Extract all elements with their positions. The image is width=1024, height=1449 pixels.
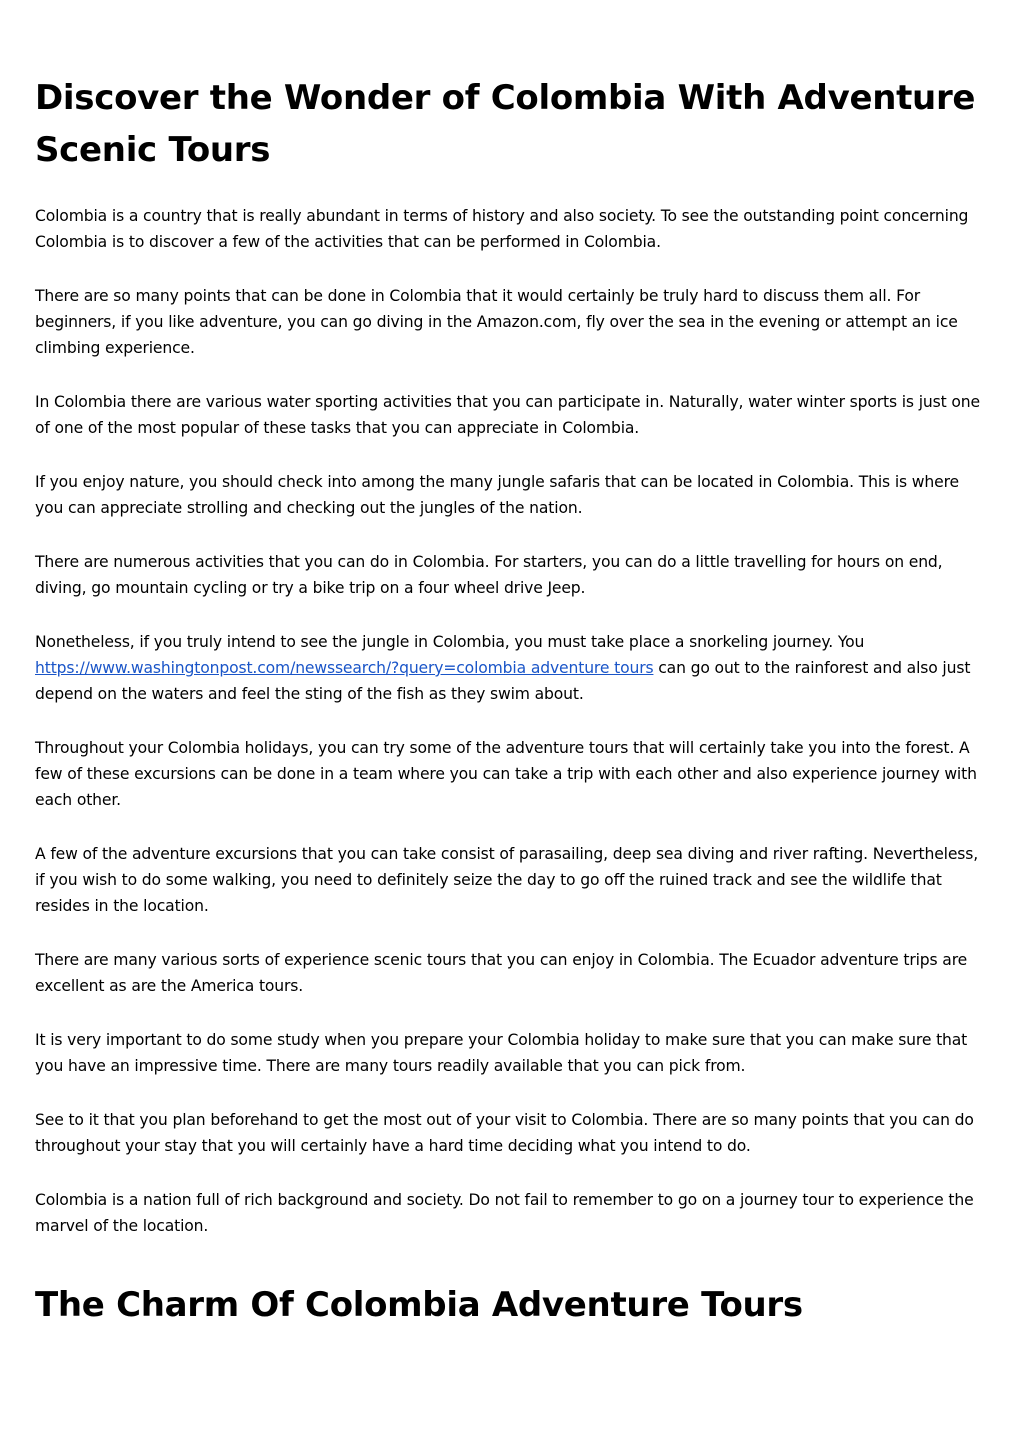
article-body	[35, 203, 987, 1267]
page-title: Discover the Wonder of Colombia With Adventure Scenic Tours	[35, 78, 976, 170]
paragraph: Throughout your Colombia holidays, you can try some of the adventure tours that will certainly take you into the forest. A few of these excursions can be done in a team where you can take a trip with each other and also experience journey with each other.	[35, 739, 977, 809]
paragraph: There are many various sorts of experience scenic tours that you can enjoy in Colombia. The Ecuador adventure trips are excellent as are the America tours.	[35, 951, 968, 995]
washingtonpost-search-link[interactable]: https://www.washingtonpost.com/newssearch/?query=colombia adventure tours	[35, 659, 654, 677]
section-heading: The Charm Of Colombia Adventure Tours	[35, 1285, 803, 1325]
paragraph-text: can go out to the rainforest and also just depend on the waters and feel the sting of the fish as they swim about.	[35, 659, 971, 703]
paragraph: There are so many points that can be done in Colombia that it would certainly be truly hard to discuss them all. For beginners, if you like adventure, you can go diving in the Amazon.com, fly over the sea in the evening or attempt an ice climbing experience.	[35, 287, 958, 357]
paragraph: It is very important to do some study when you prepare your Colombia holiday to make sure that you can make sure that you have an impressive time. There are many tours readily available that you can pick from.	[35, 1031, 968, 1075]
paragraph: See to it that you plan beforehand to get the most out of your visit to Colombia. There are so many points that you can do throughout your stay that you will certainly have a hard time deciding what you intend to do.	[35, 1111, 974, 1155]
paragraph: A few of the adventure excursions that you can take consist of parasailing, deep sea diving and river rafting. Nevertheless, if you wish to do some walking, you need to definitely seize the day to go off the ruined track and see the wildlife that resides in the location.	[35, 845, 979, 915]
paragraph: If you enjoy nature, you should check into among the many jungle safaris that can be located in Colombia. This is where you can appreciate strolling and checking out the jungles of the nation.	[35, 473, 959, 517]
paragraph-text: Nonetheless, if you truly intend to see the jungle in Colombia, you must take place a snorkeling journey. You	[35, 633, 865, 651]
paragraph: In Colombia there are various water sporting activities that you can participate in. Naturally, water winter sports is just one of one of the most popular of these tasks that you can appreciate in Colombia.	[35, 393, 980, 437]
paragraph: Colombia is a nation full of rich background and society. Do not fail to remember to go on a journey tour to experience the marvel of the location.	[35, 1191, 974, 1235]
paragraph: There are numerous activities that you can do in Colombia. For starters, you can do a little travelling for hours on end, diving, go mountain cycling or try a bike trip on a four wheel drive Jeep.	[35, 553, 943, 597]
paragraph: Colombia is a country that is really abundant in terms of history and also society. To see the outstanding point concerning Colombia is to discover a few of the activities that can be performed in Colombia.	[35, 207, 969, 251]
paragraph-with-link	[35, 629, 987, 707]
